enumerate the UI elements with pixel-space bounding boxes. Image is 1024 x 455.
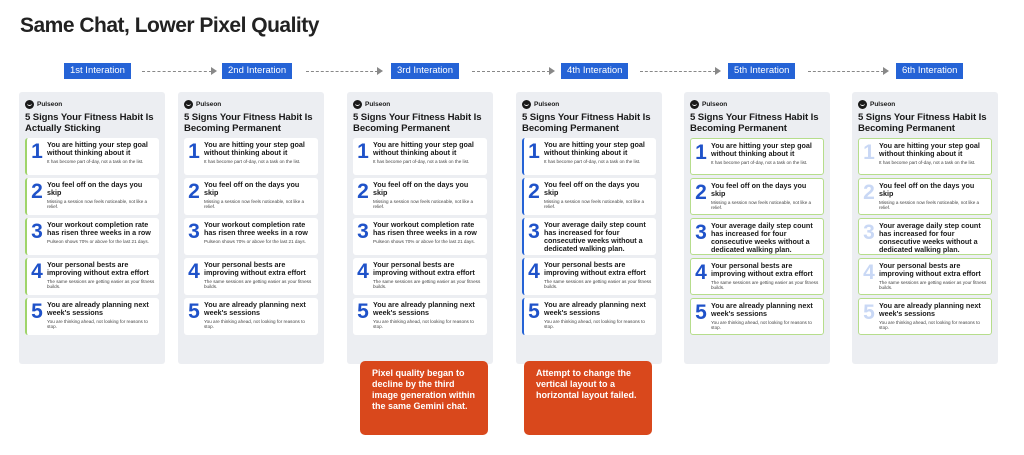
brand-header — [522, 99, 656, 110]
list-item — [353, 218, 487, 255]
item-title: Your workout completion rate has risen three weeks in a row — [204, 220, 308, 237]
list-item — [858, 258, 992, 295]
card-title: 5 Signs Your Fitness Habit Is Actually Sticking — [25, 112, 154, 134]
item-title: You are hitting your step goal without thinking about it — [711, 141, 812, 158]
item-text — [204, 141, 315, 164]
item-number: 2 — [188, 180, 200, 203]
item-number: 5 — [528, 300, 540, 323]
item-number: 3 — [31, 220, 43, 243]
item-subtitle: You are thinking ahead, not looking for reasons to stop. — [544, 319, 645, 330]
list-item — [858, 138, 992, 175]
item-number: 1 — [357, 140, 369, 163]
item-title: You are already planning next week's sessions — [47, 300, 149, 317]
list-item — [353, 138, 487, 175]
item-subtitle: Pulseon shows 70% or above for the last 21 days. — [373, 239, 475, 244]
brand-name: Pulseon — [196, 101, 222, 108]
item-number: 3 — [188, 220, 200, 243]
item-subtitle: The same sessions are getting easier as your fitness builds. — [544, 279, 652, 290]
item-title: Your personal bests are improving without extra effort — [47, 260, 149, 277]
list-item — [25, 178, 159, 215]
iteration-label-1: 1st Interation — [64, 63, 131, 79]
item-number: 2 — [695, 181, 707, 204]
item-subtitle: Missing a session now feels noticeable, not like a relief. — [204, 199, 305, 210]
item-title: Your workout completion rate has risen three weeks in a row — [47, 220, 151, 237]
item-text — [879, 182, 988, 211]
brand-header — [184, 99, 318, 110]
item-text — [711, 262, 820, 291]
arrow-5-to-6 — [808, 71, 884, 72]
item-subtitle: The same sessions are getting easier as your fitness builds. — [204, 279, 312, 290]
item-subtitle: The same sessions are getting easier as your fitness builds. — [711, 280, 819, 291]
card-title: 5 Signs Your Fitness Habit Is Becoming Permanent — [353, 112, 482, 134]
item-text — [204, 181, 315, 210]
item-title: You feel off on the days you skip — [47, 180, 143, 197]
list-item — [522, 258, 656, 295]
item-title: Your personal bests are improving without extra effort — [204, 260, 306, 277]
iteration-label-6: 6th Interation — [896, 63, 963, 79]
item-number: 4 — [31, 260, 43, 283]
note-layout-change: Attempt to change the vertical layout to a horizontal layout failed. — [524, 361, 652, 435]
card-title: 5 Signs Your Fitness Habit Is Becoming Permanent — [690, 112, 819, 134]
item-subtitle: Missing a session now feels noticeable, not like a relief. — [544, 199, 645, 210]
item-subtitle: It has become part of-day, not a task on the list. — [373, 159, 470, 164]
item-subtitle: Missing a session now feels noticeable, not like a relief. — [47, 199, 148, 210]
iteration-label-4: 4th Interation — [561, 63, 628, 79]
item-text — [879, 302, 988, 331]
page-title: Same Chat, Lower Pixel Quality — [20, 14, 319, 37]
item-number: 1 — [863, 141, 875, 164]
item-title: You are hitting your step goal without thinking about it — [47, 140, 148, 157]
item-title: Your personal bests are improving without extra effort — [373, 260, 475, 277]
item-subtitle: Pulseon shows 70% or above for the last 21 days. — [204, 239, 306, 244]
brand-header — [25, 99, 159, 110]
item-title: Your average daily step count has increased for four consecutive weeks without a dedicated walking plan. — [544, 220, 646, 253]
item-text — [204, 261, 315, 290]
item-text — [47, 221, 156, 244]
item-subtitle: The same sessions are getting easier as your fitness builds. — [47, 279, 155, 290]
item-subtitle: You are thinking ahead, not looking for reasons to stop. — [711, 320, 812, 331]
item-text — [373, 261, 484, 290]
item-text — [544, 221, 653, 253]
card-title: 5 Signs Your Fitness Habit Is Becoming Permanent — [184, 112, 313, 134]
list-item — [184, 298, 318, 335]
arrow-4-to-5 — [640, 71, 716, 72]
item-title: Your personal bests are improving without extra effort — [711, 261, 813, 278]
item-text — [544, 141, 653, 164]
arrow-3-to-4 — [472, 71, 550, 72]
iteration-label-5: 5th Interation — [728, 63, 795, 79]
list-item — [690, 258, 824, 295]
item-number: 3 — [863, 221, 875, 244]
item-number: 4 — [188, 260, 200, 283]
list-item — [184, 258, 318, 295]
item-title: You are already planning next week's sessions — [544, 300, 646, 317]
list-item — [522, 218, 656, 255]
list-item — [25, 298, 159, 335]
item-number: 2 — [528, 180, 540, 203]
item-title: You feel off on the days you skip — [373, 180, 469, 197]
item-subtitle: Missing a session now feels noticeable, not like a relief. — [373, 199, 474, 210]
infographic-card-4 — [516, 92, 662, 364]
list-item — [858, 178, 992, 215]
brand-name: Pulseon — [702, 101, 728, 108]
smile-logo-icon — [858, 100, 867, 109]
item-title: Your workout completion rate has risen three weeks in a row — [373, 220, 477, 237]
item-title: You are hitting your step goal without thinking about it — [544, 140, 645, 157]
item-text — [204, 301, 315, 330]
list-item — [184, 178, 318, 215]
item-text — [711, 222, 820, 254]
item-text — [879, 222, 988, 254]
infographic-card-1 — [19, 92, 165, 364]
smile-logo-icon — [184, 100, 193, 109]
item-title: Your personal bests are improving without extra effort — [544, 260, 646, 277]
item-title: Your average daily step count has increased for four consecutive weeks without a dedicated walking plan. — [879, 221, 981, 254]
list-item — [522, 138, 656, 175]
item-number: 5 — [695, 301, 707, 324]
item-title: You are hitting your step goal without thinking about it — [204, 140, 305, 157]
item-text — [711, 142, 820, 165]
item-subtitle: You are thinking ahead, not looking for reasons to stop. — [47, 319, 148, 330]
item-number: 1 — [695, 141, 707, 164]
item-number: 1 — [31, 140, 43, 163]
item-subtitle: It has become part of-day, not a task on the list. — [204, 159, 301, 164]
item-subtitle: You are thinking ahead, not looking for reasons to stop. — [879, 320, 980, 331]
infographic-card-3 — [347, 92, 493, 364]
item-number: 4 — [863, 261, 875, 284]
list-item — [522, 178, 656, 215]
item-subtitle: You are thinking ahead, not looking for reasons to stop. — [373, 319, 474, 330]
smile-logo-icon — [25, 100, 34, 109]
list-item — [690, 298, 824, 335]
smile-logo-icon — [690, 100, 699, 109]
list-item — [858, 298, 992, 335]
item-text — [544, 301, 653, 330]
item-number: 4 — [528, 260, 540, 283]
item-title: You are hitting your step goal without thinking about it — [373, 140, 474, 157]
item-text — [373, 221, 484, 244]
card-title: 5 Signs Your Fitness Habit Is Becoming Permanent — [522, 112, 651, 134]
smile-logo-icon — [522, 100, 531, 109]
list-item — [690, 218, 824, 255]
item-number: 3 — [695, 221, 707, 244]
item-subtitle: The same sessions are getting easier as your fitness builds. — [879, 280, 987, 291]
arrow-2-to-3 — [306, 71, 378, 72]
item-title: You feel off on the days you skip — [544, 180, 640, 197]
item-subtitle: It has become part of-day, not a task on the list. — [47, 159, 144, 164]
list-item — [184, 218, 318, 255]
item-subtitle: You are thinking ahead, not looking for reasons to stop. — [204, 319, 305, 330]
item-text — [47, 141, 156, 164]
brand-name: Pulseon — [534, 101, 560, 108]
item-subtitle: It has become part of-day, not a task on the list. — [544, 159, 641, 164]
list-item — [25, 218, 159, 255]
item-subtitle: It has become part of-day, not a task on the list. — [711, 160, 808, 165]
item-number: 4 — [357, 260, 369, 283]
item-subtitle: Pulseon shows 70% or above for the last 21 days. — [47, 239, 149, 244]
item-number: 2 — [863, 181, 875, 204]
infographic-card-2 — [178, 92, 324, 364]
brand-name: Pulseon — [870, 101, 896, 108]
item-number: 1 — [188, 140, 200, 163]
brand-header — [353, 99, 487, 110]
arrow-1-to-2 — [142, 71, 212, 72]
list-item — [25, 258, 159, 295]
smile-logo-icon — [353, 100, 362, 109]
item-number: 3 — [357, 220, 369, 243]
list-item — [353, 298, 487, 335]
item-text — [47, 301, 156, 330]
item-number: 5 — [357, 300, 369, 323]
item-text — [544, 181, 653, 210]
brand-name: Pulseon — [365, 101, 391, 108]
brand-header — [690, 99, 824, 110]
item-subtitle: It has become part of-day, not a task on the list. — [879, 160, 976, 165]
list-item — [690, 178, 824, 215]
item-text — [373, 301, 484, 330]
item-title: Your personal bests are improving without extra effort — [879, 261, 981, 278]
item-number: 5 — [31, 300, 43, 323]
item-title: You are already planning next week's sessions — [373, 300, 475, 317]
iteration-label-2: 2nd Interation — [222, 63, 292, 79]
item-text — [879, 262, 988, 291]
list-item — [690, 138, 824, 175]
item-text — [47, 261, 156, 290]
item-text — [711, 302, 820, 331]
item-number: 2 — [357, 180, 369, 203]
list-item — [858, 218, 992, 255]
brand-header — [858, 99, 992, 110]
item-text — [47, 181, 156, 210]
item-title: You are hitting your step goal without thinking about it — [879, 141, 980, 158]
brand-name: Pulseon — [37, 101, 63, 108]
note-pixel-quality: Pixel quality began to decline by the third image generation within the same Gemini chat. — [360, 361, 488, 435]
item-number: 3 — [528, 220, 540, 243]
item-title: You feel off on the days you skip — [204, 180, 300, 197]
iteration-label-3: 3rd Interation — [391, 63, 459, 79]
list-item — [184, 138, 318, 175]
infographic-card-5 — [684, 92, 830, 364]
item-text — [879, 142, 988, 165]
list-item — [522, 298, 656, 335]
card-title: 5 Signs Your Fitness Habit Is Becoming Permanent — [858, 112, 987, 134]
item-text — [544, 261, 653, 290]
item-number: 5 — [863, 301, 875, 324]
item-text — [711, 182, 820, 211]
item-title: You are already planning next week's sessions — [711, 301, 813, 318]
item-subtitle: The same sessions are getting easier as your fitness builds. — [373, 279, 481, 290]
item-text — [204, 221, 315, 244]
list-item — [353, 258, 487, 295]
item-text — [373, 181, 484, 210]
list-item — [25, 138, 159, 175]
item-subtitle: Missing a session now feels noticeable, not like a relief. — [711, 200, 812, 211]
list-item — [353, 178, 487, 215]
item-text — [373, 141, 484, 164]
item-number: 1 — [528, 140, 540, 163]
item-number: 5 — [188, 300, 200, 323]
item-title: You feel off on the days you skip — [711, 181, 807, 198]
item-number: 2 — [31, 180, 43, 203]
item-title: You feel off on the days you skip — [879, 181, 975, 198]
infographic-card-6 — [852, 92, 998, 364]
item-title: Your average daily step count has increased for four consecutive weeks without a dedicated walking plan. — [711, 221, 813, 254]
item-title: You are already planning next week's sessions — [879, 301, 981, 318]
item-subtitle: Missing a session now feels noticeable, not like a relief. — [879, 200, 980, 211]
item-title: You are already planning next week's sessions — [204, 300, 306, 317]
item-number: 4 — [695, 261, 707, 284]
